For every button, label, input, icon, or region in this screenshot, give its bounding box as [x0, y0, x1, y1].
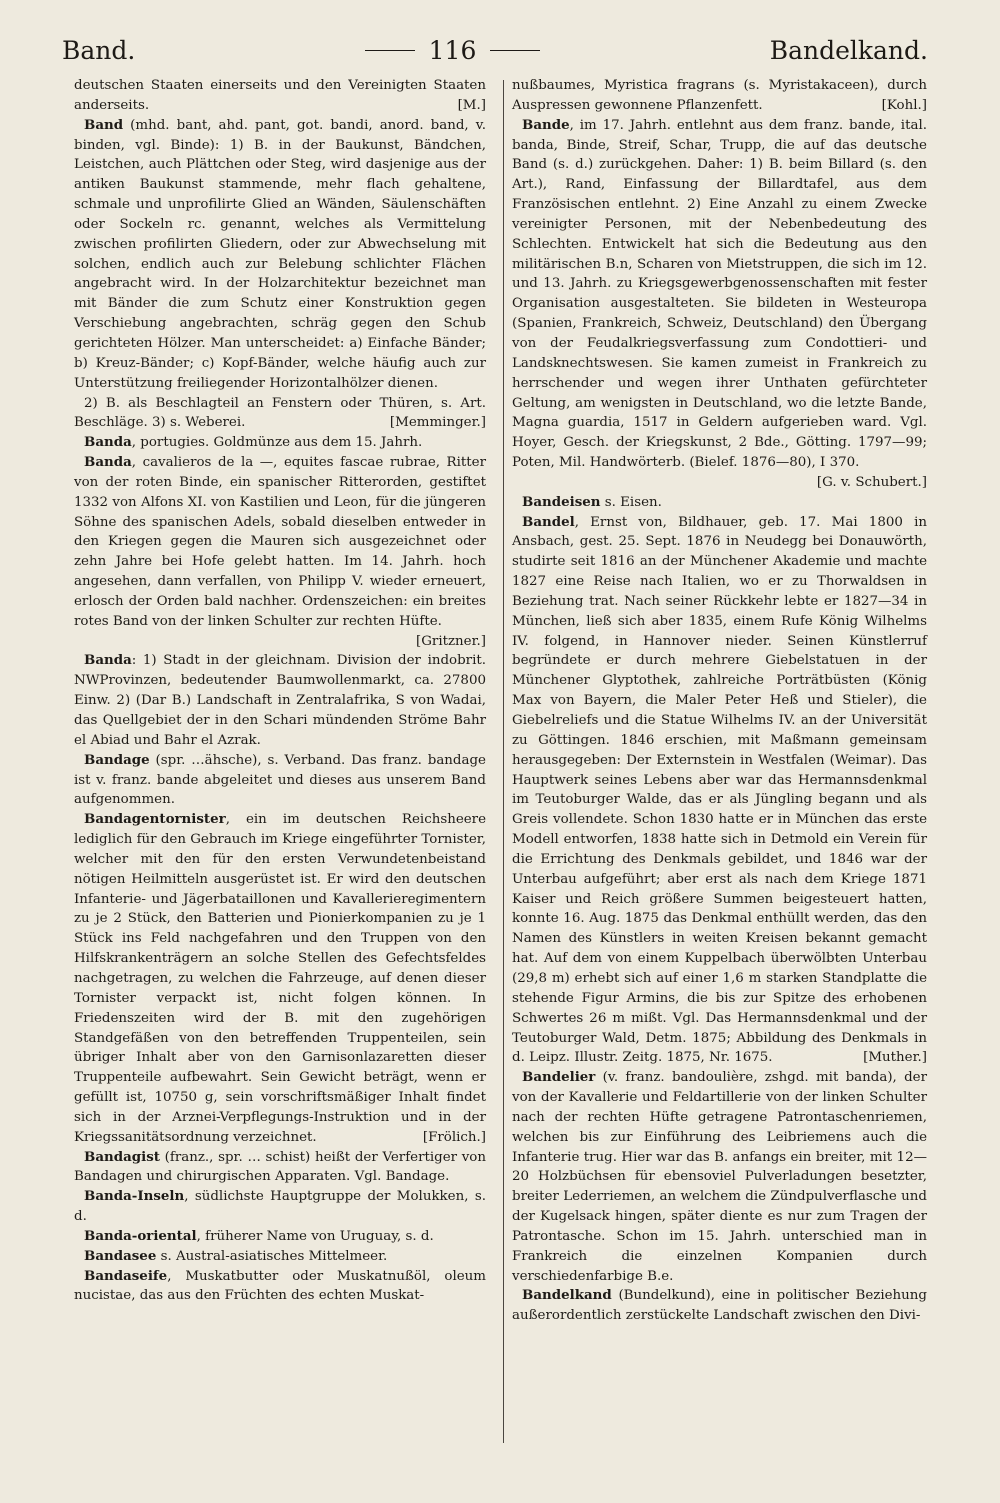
entry: [74, 1247, 486, 1267]
page-header: [62, 30, 928, 70]
entry-text: s. Eisen.: [600, 494, 662, 510]
page-number: [365, 36, 541, 65]
entry-headword: Banda-oriental: [84, 1227, 197, 1244]
entry: [512, 1068, 927, 1286]
entry: [74, 651, 486, 750]
entry-headword: Banda: [84, 434, 132, 451]
entry: [74, 1267, 486, 1307]
entry: [512, 76, 927, 116]
entry-text: nußbaumes, Myristica fragrans (s. Myristakaceen), durch Auspressen gewonnene Pflanzenfett.: [512, 78, 927, 113]
entry-author: [Muther.]: [863, 1050, 927, 1066]
entry-headword: Bandaseife: [84, 1267, 168, 1284]
left-column: [74, 76, 486, 1306]
entry-text: , Ernst von, Bildhauer, geb. 17. Mai 1800 in Ansbach, gest. 25. Sept. 1876 in Neudegg bei Donauwörth, studirte seit 1816 an der Münchener Akademie und machte 1827 eine Reise nach Italien, wo er zu Thorwaldsen in Beziehung trat. Nach seiner Rückkehr lebte er 1827—34 in München, ließ sich aber 1835, einem Rufe König Wilhelms IV. folgend, in Hannover nieder. Seinen Künstlerruf begründete er durch mehrere Giebelstatuen in der Münchener Glyptothek, zahlreiche Porträtbüsten (König Max von Bayern, die Maler Peter Heß und Stieler), die Giebelreliefs und die Statue Wilhelms IV. an der Universität zu Göttingen. 1846 erschien, mit Maßmann gemeinsam herausgegeben: Der Externstein in Westfalen (Weimar). Das Hauptwerk seines Lebens aber war das Hermannsdenkmal im Teutoburger Walde, das er als Jüngling begann und als Greis vollendete. Schon 1830 hatte er in München das erste Modell entworfen, 1838 hatte sich in Detmold ein Verein für die Errichtung des Denkmals gebildet, und 1846 war der Unterbau aufgeführt; aber erst als nach dem Kriege 1871 Kaiser und Reich größere Summen beigesteuert hatten, konnte 16. Aug. 1875 das Denkmal enthüllt werden, das den Namen des Künstlers in weiten Kreisen bekannt gemacht hat. Auf dem von einem Kuppelbach überwölbten Unterbau (29,8 m) erhebt sich auf einer 1,6 m starken Standplatte die stehende Figur Armins, die bis zur Spitze des erhobenen Schwertes 26 m mißt. Vgl. Das Hermannsdenkmal und der Teutoburger Wald, Detm. 1875; Abbildung des Denkmals in d. Leipz. Illustr. Zeitg. 1875, Nr. 1675.: [512, 514, 927, 1066]
entry-headword: Bandage: [84, 751, 150, 768]
entry-headword: Bandeisen: [522, 493, 601, 510]
entry-text: (v. franz. bandoulière, zshgd. mit banda), der von der Kavallerie und Feldartillerie von der linken Schulter nach der rechten Hüfte getragene Patrontaschenriemen, welchen bis zur Einführung des Leibriemens auch die Infanterie trug. Hier war das B. anfangs ein breiter, mit 12—20 Holzbüchsen für ebensoviel Pulverladungen besetzter, breiter Lederriemen, an welchem die Zündpulverflasche und der Kugelsack hingen, später diente es nur zum Tragen der Patrontasche. Schon im 15. Jahrh. unterschied man in Frankreich die einzelnen Kompanien durch verschiedenfarbige B.e.: [512, 1070, 927, 1284]
entry-author: [Frölich.]: [422, 1129, 486, 1145]
entry: [74, 810, 486, 1147]
entry-text: (Bundelkund), eine in politischer Beziehung außerordentlich zerstückelte Landschaft zwischen den Divi-: [512, 1288, 927, 1324]
entry-headword: Bandelkand: [522, 1287, 612, 1304]
entry: [74, 751, 486, 811]
entry-headword: Banda: [84, 454, 132, 471]
entry: [74, 394, 486, 434]
entry-text: 2) B. als Beschlagteil an Fenstern oder Thüren, s. Art. Beschläge. 3) s. Weberei.: [74, 395, 486, 431]
page-number-rule-left: [365, 50, 415, 51]
entry: [74, 1187, 486, 1227]
entry-headword: Banda: [84, 652, 132, 669]
entry-headword: Bande: [522, 116, 570, 133]
entry-author: [G. v. Schubert.]: [816, 474, 927, 490]
right-column: [512, 76, 927, 1326]
entry-text: , cavalieros de la —, equites fascae rubrae, Ritter von der roten Binde, ein spanischer Ritterorden, gestiftet 1332 von Alfons XI. von Kastilien und Leon, für die jüngeren Söhne des spanischen Adels, sobald dieselben entweder in den Kriegen gegen die Mauren sich ausgezeichnet oder zehn Jahre bei Hofe gelebt hatten. Im 14. Jahrh. hoch angesehen, dann verfallen, von Philipp V. wieder erneuert, erlosch der Orden bald nachher. Ordenszeichen: ein breites rotes Band von der linken Schulter zur rechten Hüfte.: [74, 455, 486, 629]
entry-text: deutschen Staaten einerseits und den Vereinigten Staaten anderseits.: [74, 78, 486, 113]
entry: [74, 76, 486, 116]
entry: [74, 116, 486, 394]
entry: [74, 433, 486, 453]
running-head-right: Bandelkand.: [769, 35, 928, 65]
entry-author: [M.]: [457, 97, 486, 113]
entry: [74, 1227, 486, 1247]
entry-text: , portugies. Goldmünze aus dem 15. Jahrh.: [131, 435, 423, 451]
entry: [74, 1148, 486, 1188]
entry-headword: Banda-Inseln: [84, 1188, 185, 1205]
entry: [512, 116, 927, 493]
entry-text: : 1) Stadt in der gleichnam. Division der indobrit. NWProvinzen, bedeutender Baumwollenmarkt, ca. 27800 Einw. 2) (Dar B.) Landschaft in Zentralafrika, S von Wadai, das Quellgebiet der in den Schari mündenden Ströme Bahr el Abiad und Bahr el Azrak.: [74, 653, 486, 748]
entry: [74, 453, 486, 651]
entry-headword: Bandelier: [522, 1069, 596, 1086]
entry-headword: Bandel: [522, 513, 575, 530]
entry: [512, 1286, 927, 1326]
entry-text: , ein im deutschen Reichsheere lediglich für den Gebrauch im Kriege eingeführter Tornister, welcher mit den für den ersten Verwundetenbeistand nötigen Heilmitteln ausgerüstet ist. Er wird den deutschen Infanterie- und Jägerbataillonen und Kavallerieregimentern zu je 2 Stück, den Batterien und Pionierkompanien zu je 1 Stück ins Feld nachgefahren und den Truppen von den Hilfskrankenträgern an solche Stellen des Gefechtsfeldes nachgetragen, zu welchen die Fahrzeuge, auf denen dieser Tornister verpackt ist, nicht folgen können. In Friedenszeiten wird der B. mit den zugehörigen Standgefäßen von den betreffenden Truppenteilen, sein übriger Inhalt aber von den Garnisonlazaretten dieser Truppenteile aufbewahrt. Sein Gewicht beträgt, wenn er gefüllt ist, 10750 g, sein vorschriftsmäßiger Inhalt findet sich in der Arznei-Verpflegungs-Instruktion und in der Kriegssanitätsordnung verzeichnet.: [74, 812, 486, 1145]
entry-headword: Bandasee: [84, 1247, 157, 1264]
entry: [512, 513, 927, 1069]
entry-text: (franz., spr. … schist) heißt der Verfertiger von Bandagen und chirurgischen Apparaten. Vgl. Bandage.: [74, 1149, 486, 1185]
running-head-left: Band.: [62, 35, 136, 65]
entry-text: , Muskatbutter oder Muskatnußöl, oleum nucistae, das aus den Früchten des echten Muskat-: [74, 1268, 486, 1304]
entry-text: (mhd. bant, ahd. pant, got. bandi, anord. band, v. binden, vgl. Binde): 1) B. in der Baukunst, Bändchen, Leistchen, auch Plättchen oder Steg, wird dasjenige aus der antiken Baukunst stammende, mehr flach gehaltene, schmale und unprofilirte Glied an Wänden, Säulenschäften oder Sockeln rc. genannt, welches als Vermittelung zwischen profilirten Gliedern, oder zur Abwechselung mit solchen, endlich auch zur Belebung schlichter Flächen angebracht wird. In der Holzarchitektur bezeichnet man mit Bänder die zum Schutz einer Konstruktion gegen Verschiebung angebrachten, schräg gegen den Schub gerichteten Hölzer. Man unterscheidet: a) Einfache Bänder; b) Kreuz-Bänder; c) Kopf-Bänder, welche häufig auch zur Unterstützung freiliegender Horizontalhölzer dienen.: [74, 117, 486, 391]
entry-headword: Band: [84, 116, 124, 133]
entry-text: , im 17. Jahrh. entlehnt aus dem franz. bande, ital. banda, Binde, Streif, Schar, Trupp, die auf das deutsche Band (s. d.) zurückgehen. Daher: 1) B. beim Billard (s. den Art.), Rand, Einfassung der Billardtafel, aus dem Französischen entlehnt. 2) Eine Anzahl zu einem Zwecke vereinigter Personen, mit der Nebenbedeutung des Schlechten. Entwickelt hat sich die Bedeutung aus den militärischen B.n, Scharen von Mietstruppen, die sich im 12. und 13. Jahrh. zu Kriegsgewerbgenossenschaften mit fester Organisation ausgestalteten. Sie bildeten in Westeuropa (Spanien, Frankreich, Schweiz, Deutschland) den Übergang von der Feudalkriegsverfassung zum Condottieri- und Landsknechtswesen. Sie kamen zumeist in Frankreich zu herrschender und wegen ihrer Unthaten gefürchteter Geltung, am wenigsten in Deutschland, wo die letzte Bande, Magna guardia, 1517 in Geldern aufgerieben ward. Vgl. Hoyer, Gesch. der Kriegskunst, 2 Bde., Götting. 1797—99; Poten, Mil. Handwörterb. (Bielef. 1876—80), I 370.: [512, 117, 927, 471]
entry-text: (spr. …ähsche), s. Verband. Das franz. bandage ist v. franz. bande abgeleitet und dieses aus unserem Band aufgenommen.: [74, 752, 486, 808]
entry-author: [Gritzner.]: [416, 633, 486, 649]
entry: [512, 493, 927, 513]
entry-headword: Bandagentornister: [84, 811, 226, 828]
entry-text: , südlichste Hauptgruppe der Molukken, s. d.: [74, 1189, 486, 1225]
entry-author: [Memminger.]: [389, 415, 486, 431]
page-number-rule-right: [490, 50, 540, 51]
entry-author: [Kohl.]: [881, 97, 927, 113]
entry-text: , früherer Name von Uruguay, s. d.: [196, 1228, 434, 1244]
entry-headword: Bandagist: [84, 1148, 160, 1165]
entry-text: s. Austral-asiatisches Mittelmeer.: [156, 1248, 388, 1264]
page-number-value: 116: [428, 35, 477, 65]
column-separator: [503, 80, 504, 1443]
